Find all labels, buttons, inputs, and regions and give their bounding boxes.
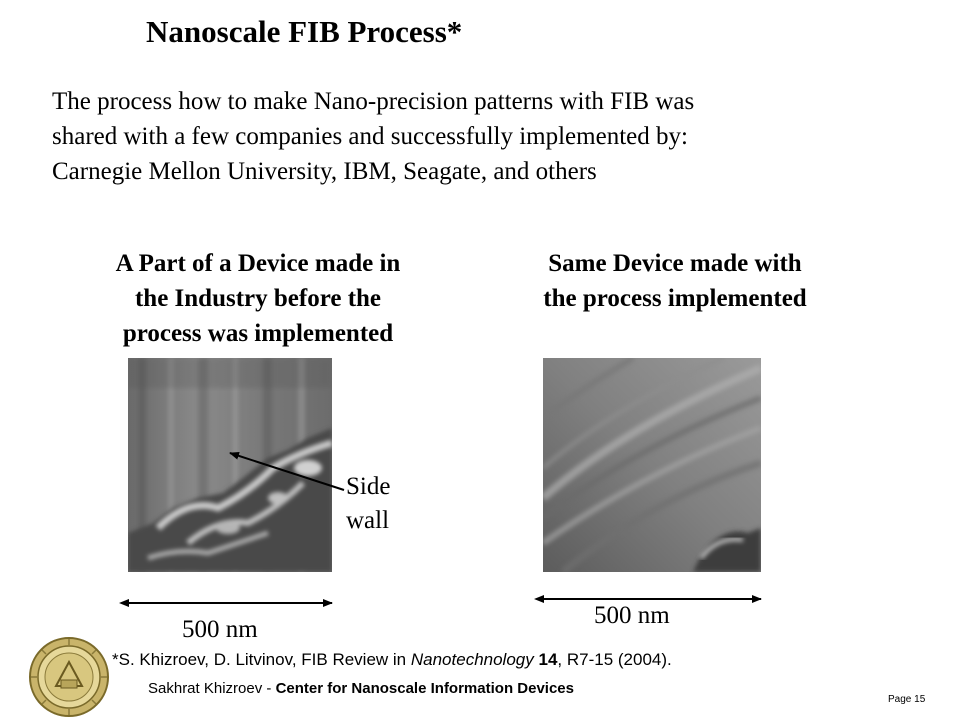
scale-label-left: 500 nm xyxy=(182,616,258,643)
footer-author: Sakhrat Khizroev - xyxy=(148,680,276,697)
reference-journal: Nanotechnology xyxy=(410,650,534,669)
caption-line: process was implemented xyxy=(122,320,394,347)
intro-paragraph xyxy=(52,84,932,189)
caption-line: the process implemented xyxy=(543,285,807,312)
sem-image-before xyxy=(128,358,332,572)
page-number: Page 15 xyxy=(888,694,926,705)
reference-suffix: , R7-15 (2004). xyxy=(557,650,672,669)
scale-label-right: 500 nm xyxy=(594,602,670,629)
reference-prefix: *S. Khizroev, D. Litvinov, FIB Review in xyxy=(112,650,411,669)
sidewall-label xyxy=(346,470,390,538)
caption-line: the Industry before the xyxy=(134,285,382,312)
footer-credit xyxy=(148,680,574,697)
caption-line: A Part of a Device made in xyxy=(115,250,401,277)
slide-title: Nanoscale FIB Process* xyxy=(146,14,463,49)
footer-center: Center for Nanoscale Information Devices xyxy=(275,680,574,697)
intro-line: Carnegie Mellon University, IBM, Seagate, and others xyxy=(52,158,597,185)
sidewall-line: wall xyxy=(346,507,390,534)
sidewall-line: Side xyxy=(346,473,391,500)
right-image-caption xyxy=(480,246,870,316)
intro-line: shared with a few companies and successfully implemented by: xyxy=(52,123,688,150)
caption-line: Same Device made with xyxy=(548,250,802,277)
university-seal-icon xyxy=(28,636,110,718)
reference-citation xyxy=(112,650,672,670)
left-image-caption xyxy=(58,246,458,351)
reference-volume: 14 xyxy=(538,650,558,669)
intro-line: The process how to make Nano-precision patterns with FIB was xyxy=(52,88,695,115)
sem-image-after xyxy=(543,358,761,572)
